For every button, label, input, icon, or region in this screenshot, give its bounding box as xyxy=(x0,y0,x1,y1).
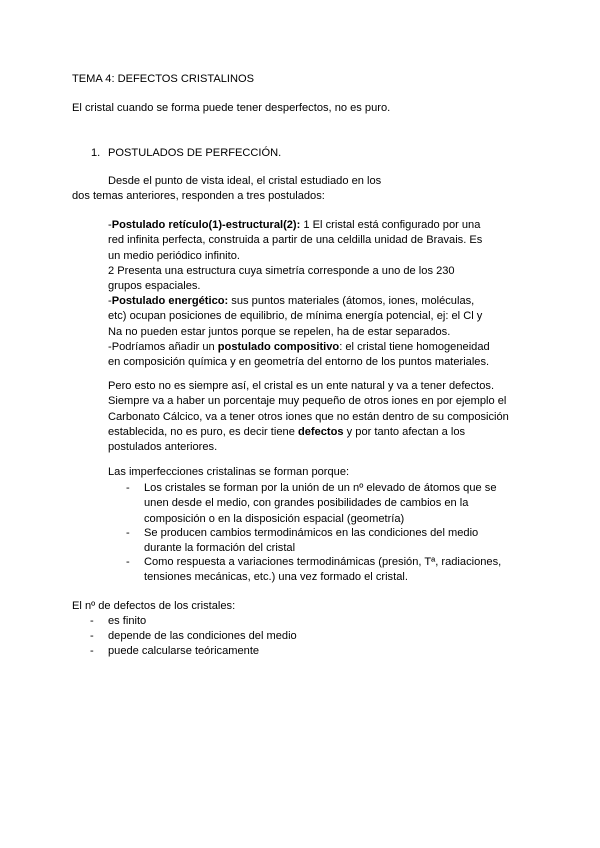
postulate-compositivo-pre: -Podríamos añadir un xyxy=(108,341,218,353)
paragraph-defects-b: y por tanto afectan a los postulados anteriores. xyxy=(108,425,466,454)
doc-title: TEMA 4: DEFECTOS CRISTALINOS xyxy=(72,73,255,85)
postulate-energetico-title: Postulado energético: xyxy=(111,295,229,307)
list-item: Se producen cambios termodinámicos en las condiciones del medio durante la formación del cristal xyxy=(144,527,479,555)
imperfections-intro: Las imperfecciones cristalinas se forman porque: xyxy=(108,466,350,478)
postulate-reticulo-title: Postulado retículo(1)-estructural(2): xyxy=(111,219,301,231)
list-item-marker: - xyxy=(126,527,130,539)
paragraph-ideal: Desde el punto de vista ideal, el cristal estudiado en los dos temas anteriores, responden a tres postulados: xyxy=(72,175,382,203)
postulate-reticulo-point2: 2 Presenta una estructura cuya simetría corresponde a uno de los 230 grupos espaciales. xyxy=(108,265,455,293)
section-number: 1. xyxy=(91,147,101,159)
list-item-marker: - xyxy=(126,482,130,494)
postulate-prefix: - xyxy=(108,219,112,231)
paragraph-defects-bold: defectos xyxy=(297,425,344,438)
defects-intro: El nº de defectos de los cristales: xyxy=(72,600,236,612)
list-item: es finito xyxy=(108,615,147,627)
list-item-marker: - xyxy=(126,556,130,568)
list-item: Como respuesta a variaciones termodinámicas (presión, Tª, radiaciones, tensiones mecánicas, etc.) una vez formado el cristal. xyxy=(144,556,502,584)
paragraph-defects-a: Pero esto no es siempre así, el cristal es un ente natural y va a tener defectos. Siempre va a haber un porcentaje muy pequeño de otros iones en por ejemplo el Carbonato Cálcico, va a tener otros iones que no están dentro de su composición establecida, no es puro, es decir tiene xyxy=(108,380,509,438)
intro-text: El cristal cuando se forma puede tener desperfectos, no es puro. xyxy=(72,102,391,114)
list-item-marker: - xyxy=(90,615,94,627)
postulate-prefix: - xyxy=(108,295,112,307)
postulate-energetico xyxy=(108,294,495,340)
postulate-compositivo-text: : el cristal tiene homogeneidad en composición química y en geometría del entorno de los puntos materiales. xyxy=(108,341,490,369)
list-item-marker: - xyxy=(90,630,94,642)
list-item-marker: - xyxy=(90,645,94,657)
paragraph-defects xyxy=(108,379,510,455)
postulate-reticulo xyxy=(108,218,488,264)
list-item: Los cristales se forman por la unión de un nº elevado de átomos que se unen desde el medio, con grandes posibilidades de cambios en la composición o en la disposición espacial (geometría) xyxy=(144,482,497,525)
postulate-reticulo-text: 1 El cristal está configurado por una red infinita perfecta, construida a partir de una celdilla unidad de Bravais. Es un medio periódico infinito. xyxy=(108,219,483,262)
postulate-compositivo xyxy=(108,340,504,371)
list-item: puede calcularse teóricamente xyxy=(108,645,260,657)
postulate-energetico-text: sus puntos materiales (átomos, iones, moléculas, etc) ocupan posiciones de equilibrio, de mínima energía potencial, ej: el Cl y Na no pueden estar juntos porque se repelen, ha de estar separados. xyxy=(108,295,483,338)
section-heading: POSTULADOS DE PERFECCIÓN. xyxy=(108,147,282,159)
list-item: depende de las condiciones del medio xyxy=(108,630,297,642)
postulate-compositivo-title: postulado compositivo xyxy=(217,341,340,353)
